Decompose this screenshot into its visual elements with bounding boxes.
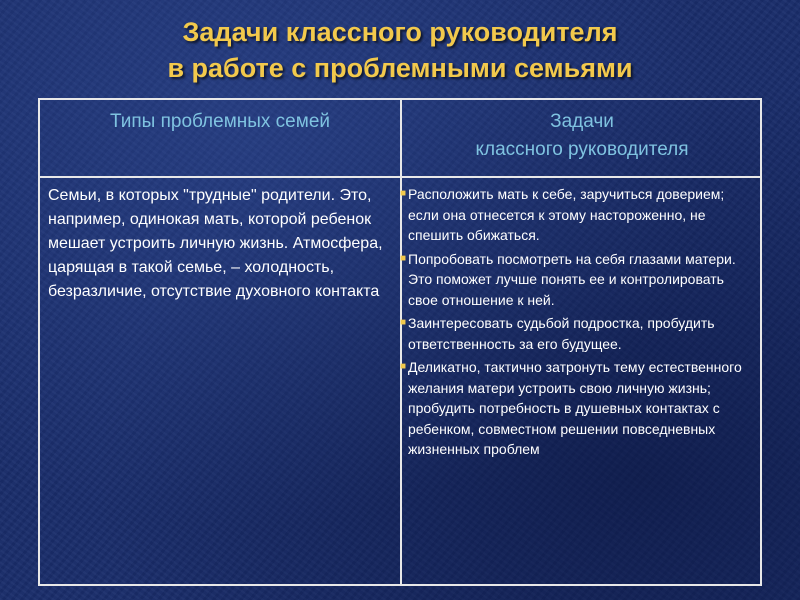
task-text: Деликатно, тактично затронуть тему естественного желания матери устроить свою личную жизнь; пробудить потребность в душевных контактах с ребенком, совместном решении повседневных жизненных проблем [408, 359, 742, 457]
list-item [402, 184, 757, 246]
header-tasks-line-1: Задачи [550, 111, 614, 132]
header-teacher-tasks [402, 108, 762, 164]
title-line-1: Задачи классного руководителя [182, 17, 618, 47]
slide-title [0, 14, 800, 86]
header-family-types: Типы проблемных семей [109, 111, 330, 132]
family-type-cell: Семьи, в которых "трудные" родители. Это, например, одинокая мать, которой ребенок мешает устроить личную жизнь. Атмосфера, царящая в такой семье, – холодность, безразличие, отсутствие духовного контакта [48, 187, 383, 300]
tasks-cell [402, 184, 757, 463]
header-tasks-line-2: классного руководителя [475, 139, 689, 160]
list-item [402, 313, 757, 354]
task-text: Заинтересовать судьбой подростка, пробудить ответственность за его будущее. [408, 315, 715, 352]
square-bullet-icon: ■ [400, 317, 407, 328]
list-item [402, 357, 757, 460]
square-bullet-icon: ■ [400, 188, 407, 199]
title-line-2: в работе с проблемными семьями [167, 53, 633, 83]
square-bullet-icon: ■ [400, 252, 407, 264]
list-item [402, 249, 757, 311]
square-bullet-icon: ■ [400, 361, 407, 372]
task-text: Расположить мать к себе, заручиться доверием; если она отнесется к этому настороженно, не спешить обижаться. [408, 186, 725, 243]
task-text: Попробовать посмотреть на себя глазами матери. Это поможет лучше понять ее и контролировать свое отношение к ней. [408, 250, 736, 308]
header-divider [40, 176, 760, 178]
tasks-table [38, 98, 762, 586]
